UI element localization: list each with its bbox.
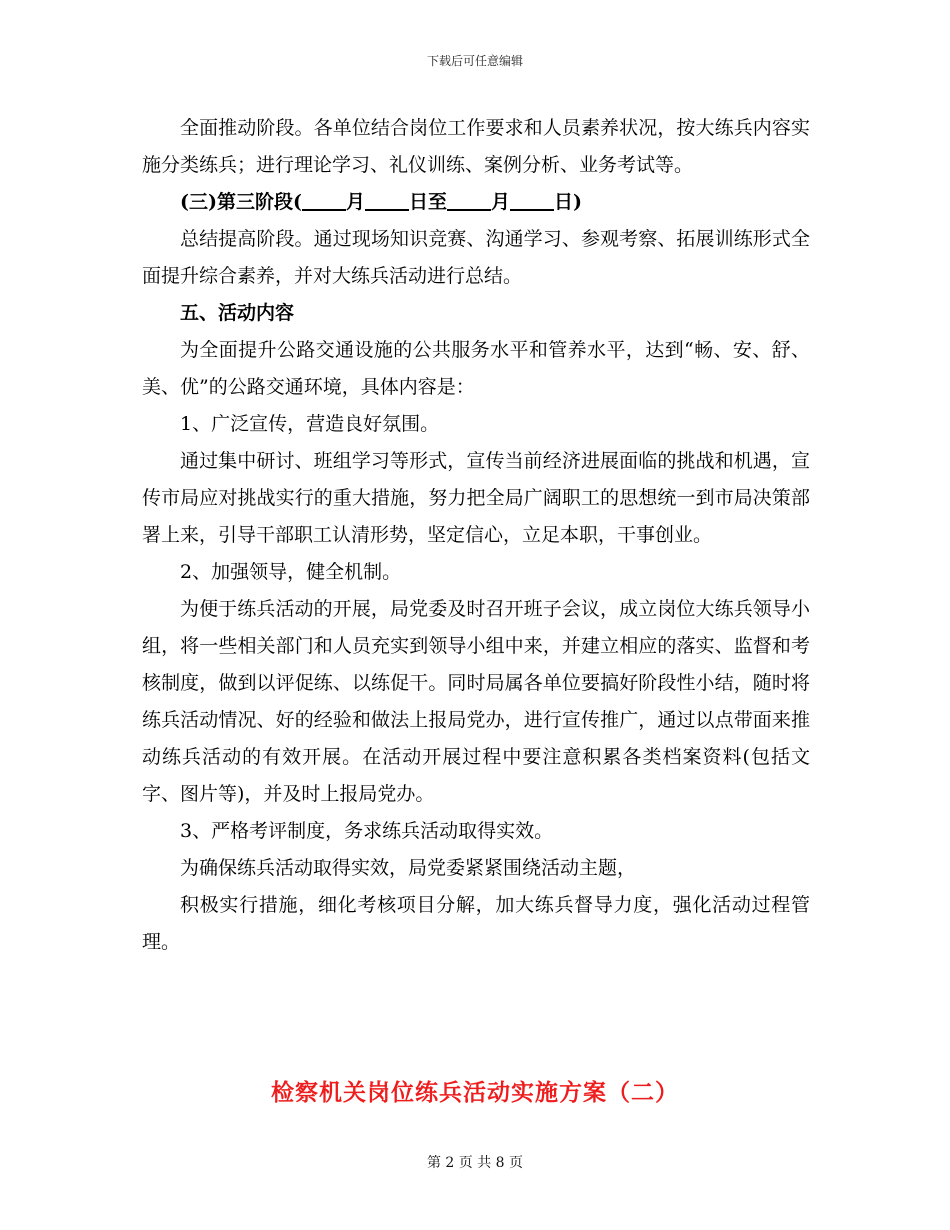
paragraph-leadership: 为便于练兵活动的开展，局党委及时召开班子会议，成立岗位大练兵领导小组，将一些相关部门和人员充实到领导小组中来，并建立相应的落实、监督和考核制度，做到以评促练、以练促干。同时局属各单位要搞好阶段性小结，随时将练兵活动情况、好的经验和做法上报局党办，进行宣传推广，通过以点带面来推动练兵活动的有效开展。在活动开展过程中要注意积累各类档案资料(包括文字、图片等)，并及时上报局党办。: [142, 598, 810, 805]
heading-day-to-label: 日至: [409, 191, 448, 213]
blank-day-start: [365, 187, 409, 211]
blank-day-end: [510, 187, 554, 211]
heading-month-end-label: 月: [491, 191, 511, 213]
paragraph-evaluation-1: 为确保练兵活动取得实效，局党委紧紧围绕活动主题，: [180, 857, 637, 879]
paragraph-stage-two: 全面推动阶段。各单位结合岗位工作要求和人员素养状况，按大练兵内容实施分类练兵；进行理论学习、礼仪训练、案例分析、业务考试等。: [142, 117, 810, 176]
paragraph-stage-three: 总结提高阶段。通过现场知识竞赛、沟通学习、参观考察、拓展训练形式全面提升综合素养，并对大练兵活动进行总结。: [142, 228, 810, 287]
section-title: 检察机关岗位练兵活动实施方案（二）: [271, 1079, 679, 1106]
heading-stage-three: [142, 184, 810, 221]
item-leadership: 2、加强领导，健全机制。: [180, 561, 402, 583]
page-header: 下载后可任意编辑: [426, 54, 523, 68]
paragraph-publicity: 通过集中研讨、班组学习等形式，宣传当前经济进展面临的挑战和机遇，宣传市局应对挑战实行的重大措施，努力把全局广阔职工的思想统一到市局决策部署上来，引导干部职工认清形势，坚定信心，立足本职，干事创业。: [142, 450, 810, 546]
heading-activity-content: 五、活动内容: [180, 302, 295, 324]
heading-month-label: 月: [345, 191, 365, 213]
document-body: [142, 110, 810, 961]
heading-stage-three-prefix: (三)第三阶段(: [180, 191, 302, 213]
paragraph-content-intro: 为全面提升公路交通设施的公共服务水平和管养水平，达到“畅、安、舒、美、优”的公路交通环境，具体内容是：: [142, 339, 810, 398]
blank-month-start: [302, 187, 346, 211]
paragraph-evaluation-2: 积极实行措施，细化考核项目分解，加大练兵督导力度，强化活动过程管理。: [142, 894, 810, 953]
blank-month-end: [447, 187, 491, 211]
heading-day-end-label: 日): [554, 191, 583, 213]
item-publicity: 1、广泛宣传，营造良好氛围。: [180, 413, 440, 435]
page-footer: 第 2 页 共 8 页: [426, 1155, 524, 1171]
item-evaluation: 3、严格考评制度，务求练兵活动取得实效。: [180, 820, 554, 842]
